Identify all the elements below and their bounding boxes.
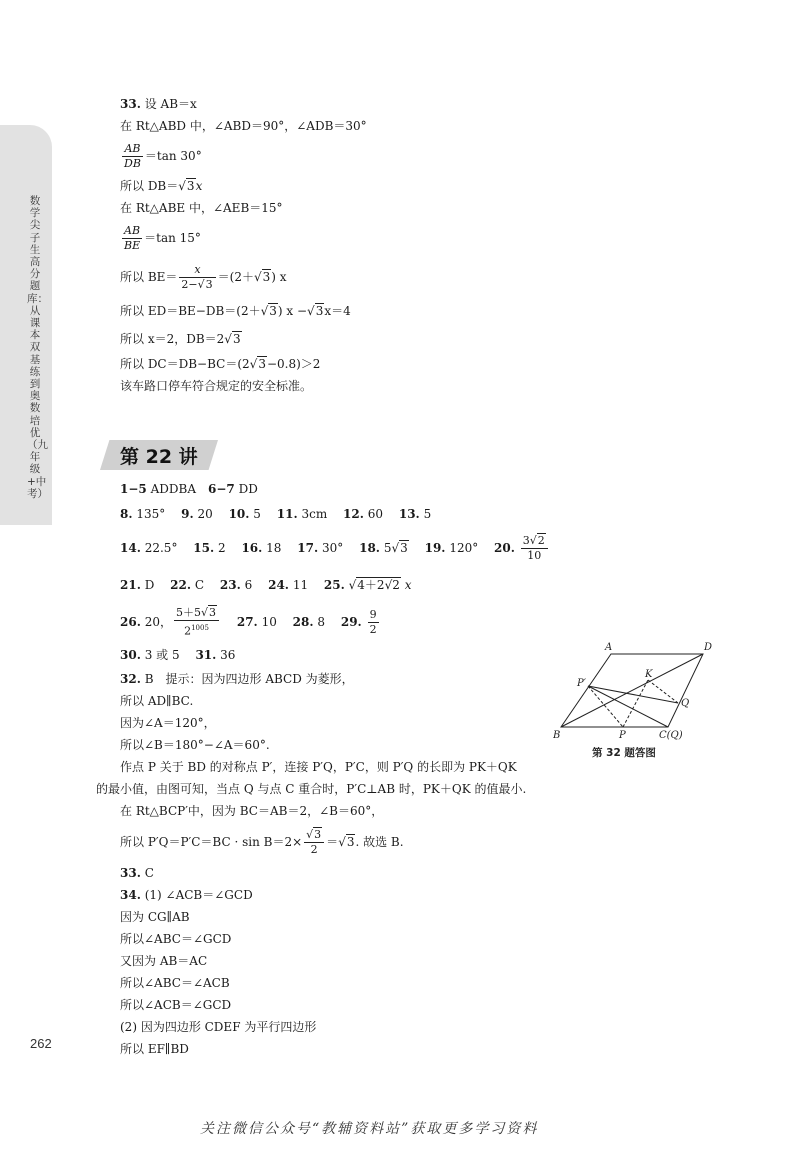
fraction: $\frac{5+5√3}{2^{1005}}$ — [174, 606, 219, 639]
line: 34. (1) ∠ACB＝∠GCD — [120, 888, 253, 902]
answer-row: 1−5 ADDBA 6−7 DD — [120, 482, 258, 496]
segment-kq — [648, 680, 678, 703]
side-tab — [0, 125, 52, 525]
line: $\frac{AB}{BE}$ ＝tan 15° — [124, 224, 201, 252]
line: 所以∠ABC＝∠ACB — [120, 976, 230, 990]
label-p: P — [619, 730, 626, 741]
diagonal-bd — [561, 654, 703, 727]
line: 所以 ED＝BE−DB＝(2＋√3) x −√3x＝4 — [120, 304, 351, 318]
line: $\frac{AB}{DB}$ ＝tan 30° — [124, 142, 202, 170]
line: 在 Rt△BCP′中，因为 BC＝AB＝2，∠B＝60°， — [120, 804, 384, 818]
line: 所以 P′Q＝P′C＝BC · sin B＝2× $\frac{√3}{2}$ ＝√3. 故选 B. — [120, 828, 404, 856]
segment-pk — [623, 680, 648, 727]
line: 在 Rt△ABE 中，∠AEB＝15° — [120, 201, 283, 215]
figure-caption: 第 32 题答图 — [592, 747, 656, 759]
fraction: $\frac{√3}{2}$ — [304, 828, 324, 857]
line: 作点 P 关于 BD 的对称点 P′，连接 P′Q，P′C，则 P′Q 的长即为 PK＋QK — [120, 760, 517, 774]
solution-content — [120, 93, 680, 397]
rhombus-figure — [553, 640, 723, 760]
line: 33. C — [120, 866, 154, 880]
label-d: D — [704, 642, 713, 653]
line: 所以∠ACB＝∠GCD — [120, 998, 232, 1012]
answer-row: 21. D 22. C 23. 6 24. 11 25. √4＋2√2 x — [120, 578, 412, 592]
segment-p-prime-p — [588, 686, 623, 727]
fraction: $\frac{3√2}{10}$ — [521, 534, 548, 563]
line: 所以 BE＝ $\frac{x}{2-√3}$ ＝(2＋√3) x — [120, 263, 287, 291]
line: (2) 因为四边形 CDEF 为平行四边形 — [120, 1020, 317, 1034]
line: 该车路口停车符合规定的安全标准。 — [120, 379, 313, 393]
line: 所以 EF∥BD — [120, 1042, 189, 1056]
line: 又因为 AB＝AC — [120, 954, 208, 968]
page-number: 262 — [30, 1036, 52, 1051]
answers-block — [96, 478, 680, 1060]
fraction: $\frac{AB}{BE}$ — [124, 224, 141, 252]
line: 所以∠B＝180°−∠A＝60°. — [120, 738, 270, 752]
answer-row: 14. 22.5° 15. 2 16. 18 17. 30° 18. 5√3 19. 120° 20. $\frac{3√2}{10}$ — [120, 528, 680, 568]
label-p-prime: P′ — [577, 678, 586, 689]
label-q: Q — [681, 698, 690, 709]
label-c-q: C(Q) — [659, 730, 683, 741]
footer-watermark: 关注微信公众号“教辅资料站”获取更多学习资料 — [200, 1121, 539, 1137]
line: 所以 AD∥BC. — [120, 694, 194, 708]
section-heading — [100, 440, 218, 470]
label-b: B — [553, 730, 561, 741]
line: 因为∠A＝120°， — [120, 716, 216, 730]
label-k: K — [645, 669, 653, 680]
line: 所以 DB＝√3x — [120, 179, 203, 193]
label-a: A — [605, 642, 613, 653]
line: 所以 x＝2，DB＝2√3 — [120, 332, 241, 346]
answer-row: 30. 3 或 5 31. 36 — [120, 648, 236, 662]
line: 所以 DC＝DB−BC＝(2√3−0.8)＞2 — [120, 357, 321, 371]
fraction: $\frac{9}{2}$ — [369, 608, 377, 636]
segment-p-prime-q — [588, 686, 678, 703]
book-title-vertical: 数学尖子生高分题库：从课本双基练到奥数培优（九年级+中考） — [27, 195, 48, 500]
fraction: $\frac{AB}{DB}$ — [124, 142, 141, 170]
heading-text: 第 22 讲 — [120, 446, 198, 468]
line: 因为 CG∥AB — [120, 910, 190, 924]
line: 所以∠ABC＝∠GCD — [120, 932, 232, 946]
line: 在 Rt△ABD 中，∠ABD＝90°，∠ADB＝30° — [120, 119, 367, 133]
line: 33. 设 AB＝x — [120, 97, 197, 111]
problem-number: 33. — [120, 97, 141, 111]
answer-row: 26. 20， $\frac{5+5√3}{2^{1005}}$ 27. 10 28. 8 29. $\frac{9}{2}$ — [120, 606, 377, 638]
answer-row: 8. 135° 9. 20 10. 5 11. 3cm 12. 60 13. 5 — [120, 507, 432, 521]
line: 32. B 提示：因为四边形 ABCD 为菱形， — [120, 672, 354, 686]
line: 的最小值，由图可知，当点 Q 与点 C 重合时，P′C⊥AB 时，PK＋QK 的值最小. — [96, 782, 527, 796]
fraction: $\frac{x}{2-√3}$ — [179, 263, 215, 292]
